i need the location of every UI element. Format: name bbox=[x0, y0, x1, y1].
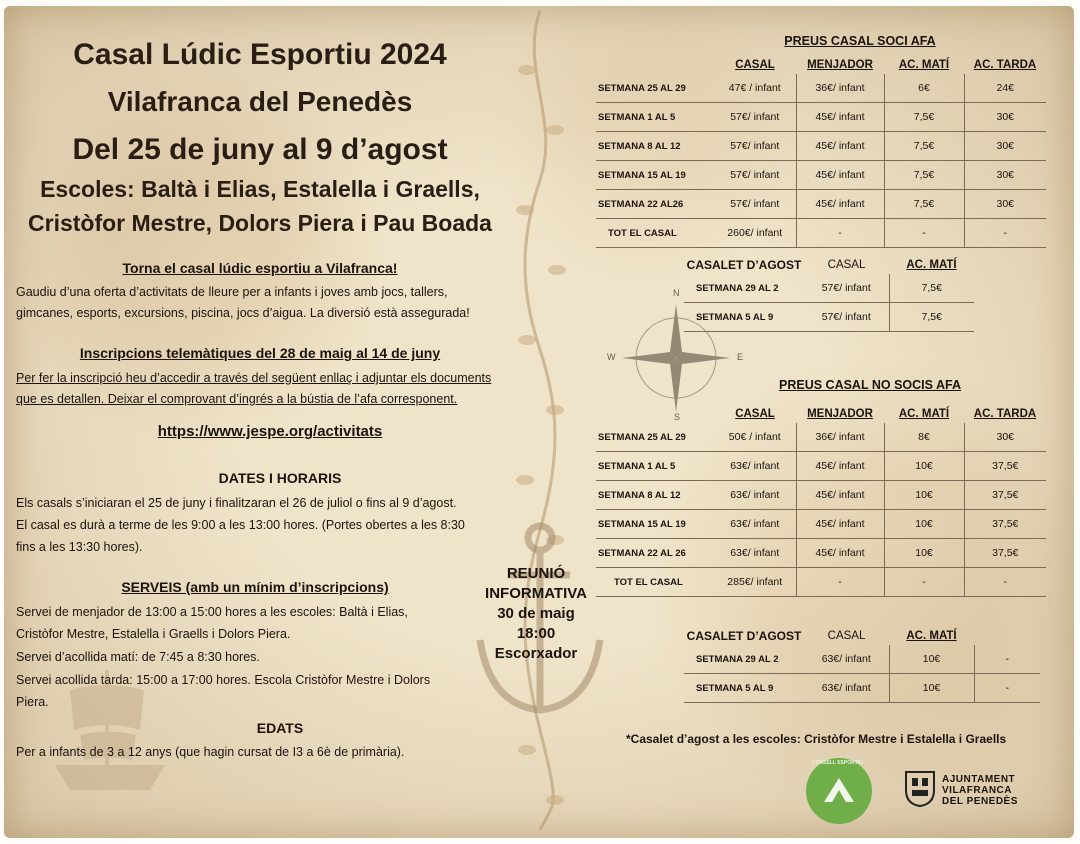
price-cell: 37,5€ bbox=[964, 510, 1046, 539]
reunio-l3: 30 de maig bbox=[497, 605, 575, 622]
table-row bbox=[684, 645, 1040, 674]
week-label: SETMANA 1 AL 5 bbox=[596, 452, 714, 481]
reunio-l4: 18:00 bbox=[516, 625, 556, 642]
price-cell: 45€/ infant bbox=[796, 452, 884, 481]
consell-esportiu-logo bbox=[806, 758, 872, 824]
price-cell: 30€ bbox=[964, 190, 1046, 219]
week-label: SETMANA 29 AL 2 bbox=[684, 645, 804, 674]
price-cell: 30€ bbox=[964, 423, 1046, 452]
price-cell: 7,5€ bbox=[889, 274, 974, 303]
col-header: MENJADOR bbox=[807, 408, 873, 420]
ajuntament-l3: DEL PENEDÈS bbox=[942, 796, 1018, 807]
price-cell: - bbox=[964, 219, 1046, 248]
price-cell: 10€ bbox=[884, 481, 964, 510]
price-cell: 63€/ infant bbox=[714, 481, 796, 510]
price-cell: 63€/ infant bbox=[714, 539, 796, 568]
price-cell: 8€ bbox=[884, 423, 964, 452]
nosoci-title: PREUS CASAL NO SOCIS AFA bbox=[779, 378, 961, 392]
intro-line-2: gimcanes, esports, excursions, piscina, jocs d’aigua. La diversió està assegurada! bbox=[16, 306, 470, 320]
nosoci-agost-table bbox=[684, 627, 1040, 703]
price-cell: 10€ bbox=[889, 645, 974, 674]
consell-logo-text: CONSELL ESPORTIU bbox=[812, 760, 863, 766]
table-row bbox=[596, 452, 1046, 481]
activitats-link[interactable]: https://www.jespe.org/activitats bbox=[157, 423, 383, 440]
price-cell: 45€/ infant bbox=[796, 161, 884, 190]
compass-e: E bbox=[737, 352, 744, 362]
soci-price-table bbox=[596, 56, 1046, 248]
price-cell: 63€/ infant bbox=[714, 452, 796, 481]
week-label: TOT EL CASAL bbox=[596, 219, 714, 248]
col-header: AC. MATÍ bbox=[898, 59, 950, 71]
week-label: TOT EL CASAL bbox=[596, 568, 714, 597]
reunio-informativa bbox=[476, 564, 596, 664]
price-cell: 7,5€ bbox=[889, 303, 974, 332]
ajuntament-l2: VILAFRANCA bbox=[942, 785, 1012, 796]
price-cell: - bbox=[884, 219, 964, 248]
table-row bbox=[596, 219, 1046, 248]
price-cell: 37,5€ bbox=[964, 539, 1046, 568]
price-cell: 7,5€ bbox=[884, 103, 964, 132]
serveis-heading: SERVEIS (amb un mínim d’inscripcions) bbox=[121, 579, 389, 595]
agost-title: CASALET D’AGOST bbox=[686, 258, 802, 272]
serveis-line-1: Servei de menjador de 13:00 a 15:00 hores a les escoles: Baltà i Elias, bbox=[16, 605, 408, 619]
week-label: SETMANA 5 AL 9 bbox=[684, 303, 804, 332]
price-cell: 57€/ infant bbox=[804, 274, 889, 303]
reunio-l2: INFORMATIVA bbox=[485, 585, 587, 602]
table-row bbox=[596, 103, 1046, 132]
schools-line-1: Escoles: Baltà i Elias, Estalella i Graells, bbox=[40, 176, 480, 202]
serveis-line-5: Piera. bbox=[16, 695, 49, 709]
serveis-line-4: Servei acollida tarda: 15:00 a 17:00 hores. Escola Cristòfor Mestre i Dolors bbox=[16, 673, 431, 687]
schools-line-2: Cristòfor Mestre, Dolors Piera i Pau Boada bbox=[28, 210, 492, 236]
reunio-l1: REUNIÓ bbox=[506, 565, 566, 582]
price-cell: 57€/ infant bbox=[714, 161, 796, 190]
week-label: SETMANA 25 AL 29 bbox=[596, 74, 714, 103]
price-cell: 10€ bbox=[884, 452, 964, 481]
price-cell: 10€ bbox=[884, 510, 964, 539]
inscripcions-heading: Inscripcions telemàtiques del 28 de maig al 14 de juny bbox=[79, 345, 441, 361]
table-row bbox=[684, 274, 974, 303]
dates-line-1: Els casals s’iniciaran el 25 de juny i finalitzaran el 26 de juliol o fins al 9 d’agost. bbox=[16, 496, 457, 510]
price-cell: - bbox=[974, 645, 1040, 674]
week-label: SETMANA 1 AL 5 bbox=[596, 103, 714, 132]
price-cell: 30€ bbox=[964, 103, 1046, 132]
price-cell: 63€/ infant bbox=[804, 645, 889, 674]
dates-title: Del 25 de juny al 9 d’agost bbox=[72, 133, 448, 166]
col-header: CASAL bbox=[735, 408, 775, 420]
table-row bbox=[596, 161, 1046, 190]
price-cell: 45€/ infant bbox=[796, 510, 884, 539]
inscripcions-line-1: Per fer la inscripció heu d’accedir a través del següent enllaç i adjuntar els documents bbox=[16, 371, 492, 385]
consell-logo-mark bbox=[806, 758, 872, 824]
price-cell: - bbox=[884, 568, 964, 597]
compass-s: S bbox=[674, 412, 681, 422]
col-header: CASAL bbox=[827, 630, 866, 642]
week-label: SETMANA 8 AL 12 bbox=[596, 481, 714, 510]
price-cell: 24€ bbox=[964, 74, 1046, 103]
col-header: MENJADOR bbox=[807, 59, 873, 71]
week-label: SETMANA 22 AL26 bbox=[596, 190, 714, 219]
dates-line-2: El casal es durà a terme de les 9:00 a les 13:00 hores. (Portes obertes a les 8:30 bbox=[16, 518, 465, 532]
soci-title: PREUS CASAL SOCI AFA bbox=[784, 34, 936, 48]
table-row bbox=[596, 132, 1046, 161]
table-row bbox=[596, 481, 1046, 510]
table-row bbox=[596, 190, 1046, 219]
price-cell: 7,5€ bbox=[884, 132, 964, 161]
price-cell: 57€/ infant bbox=[714, 132, 796, 161]
price-cell: 47€ / infant bbox=[714, 74, 796, 103]
soci-header-row bbox=[596, 56, 1046, 74]
town-title: Vilafranca del Penedès bbox=[107, 86, 413, 117]
col-header bbox=[596, 405, 714, 423]
agost-title: CASALET D’AGOST bbox=[686, 629, 802, 643]
nosoci-price-table bbox=[596, 405, 1046, 597]
footnote: *Casalet d’agost a les escoles: Cristòfor Mestre i Estalella i Graells bbox=[626, 732, 1007, 746]
price-cell: 6€ bbox=[884, 74, 964, 103]
page-title: Casal Lúdic Esportiu 2024 bbox=[73, 38, 447, 71]
dates-line-3: fins a les 13:30 hores). bbox=[16, 540, 143, 554]
compass-w: W bbox=[607, 352, 616, 362]
price-cell: 45€/ infant bbox=[796, 132, 884, 161]
price-cell: 10€ bbox=[884, 539, 964, 568]
col-header: AC. TARDA bbox=[973, 408, 1037, 420]
table-row bbox=[684, 303, 974, 332]
price-cell: 10€ bbox=[889, 674, 974, 703]
week-label: SETMANA 15 AL 19 bbox=[596, 161, 714, 190]
soci-agost-table bbox=[684, 256, 974, 332]
soci-agost-header-row bbox=[684, 256, 974, 274]
price-cell: 7,5€ bbox=[884, 190, 964, 219]
price-cell: 45€/ infant bbox=[796, 539, 884, 568]
price-cell: - bbox=[796, 568, 884, 597]
ajuntament-logo-text bbox=[942, 774, 1018, 807]
week-label: SETMANA 29 AL 2 bbox=[684, 274, 804, 303]
price-cell: 37,5€ bbox=[964, 452, 1046, 481]
price-cell: 63€/ infant bbox=[714, 510, 796, 539]
price-cell: 260€/ infant bbox=[714, 219, 796, 248]
serveis-line-2: Cristòfor Mestre, Estalella i Graells i Dolors Piera. bbox=[16, 627, 291, 641]
col-header bbox=[596, 56, 714, 74]
table-row bbox=[596, 510, 1046, 539]
week-label: SETMANA 5 AL 9 bbox=[684, 674, 804, 703]
table-row bbox=[684, 674, 1040, 703]
compass-n: N bbox=[673, 288, 680, 298]
price-cell: 45€/ infant bbox=[796, 481, 884, 510]
week-label: SETMANA 15 AL 19 bbox=[596, 510, 714, 539]
table-row bbox=[596, 423, 1046, 452]
nosoci-agost-header-row bbox=[684, 627, 1040, 645]
price-cell: 36€/ infant bbox=[796, 423, 884, 452]
price-cell: 45€/ infant bbox=[796, 103, 884, 132]
col-header: CASAL bbox=[735, 59, 775, 71]
price-cell: 30€ bbox=[964, 132, 1046, 161]
price-cell: - bbox=[796, 219, 884, 248]
col-header: AC. MATÍ bbox=[906, 630, 957, 642]
price-cell: 57€/ infant bbox=[714, 190, 796, 219]
intro-line-1: Gaudiu d’una oferta d’activitats de lleure per a infants i joves amb jocs, tallers, bbox=[16, 285, 448, 299]
week-label: SETMANA 25 AL 29 bbox=[596, 423, 714, 452]
price-cell: 7,5€ bbox=[884, 161, 964, 190]
col-header: CASAL bbox=[827, 259, 866, 271]
price-cell: 37,5€ bbox=[964, 481, 1046, 510]
price-cell: - bbox=[964, 568, 1046, 597]
inscripcions-line-2: que es detallen. Deixar el comprovant d’ingrés a la bústia de l’afa corresponent. bbox=[16, 392, 458, 406]
col-header bbox=[974, 627, 1040, 645]
table-row bbox=[596, 74, 1046, 103]
intro-heading: Torna el casal lúdic esportiu a Vilafranca! bbox=[122, 260, 398, 276]
serveis-line-3: Servei d’acollida matí: de 7:45 a 8:30 hores. bbox=[16, 650, 260, 664]
nosoci-header-row bbox=[596, 405, 1046, 423]
price-cell: 36€/ infant bbox=[796, 74, 884, 103]
dates-heading: DATES I HORARIS bbox=[218, 470, 342, 486]
ajuntament-l1: AJUNTAMENT bbox=[942, 774, 1016, 785]
col-header: AC. TARDA bbox=[973, 59, 1037, 71]
table-row bbox=[596, 568, 1046, 597]
reunio-l5: Escorxador bbox=[494, 645, 578, 662]
table-row bbox=[596, 539, 1046, 568]
col-header: AC. MATÍ bbox=[898, 408, 950, 420]
price-cell: 285€/ infant bbox=[714, 568, 796, 597]
price-cell: 30€ bbox=[964, 161, 1046, 190]
col-header: AC. MATÍ bbox=[906, 259, 957, 271]
price-cell: 57€/ infant bbox=[714, 103, 796, 132]
week-label: SETMANA 8 AL 12 bbox=[596, 132, 714, 161]
edats-line-1: Per a infants de 3 a 12 anys (que hagin cursat de I3 a 6è de primària). bbox=[16, 745, 405, 759]
price-cell: 45€/ infant bbox=[796, 190, 884, 219]
price-cell: - bbox=[974, 674, 1040, 703]
price-cell: 50€ / infant bbox=[714, 423, 796, 452]
edats-heading: EDATS bbox=[256, 720, 304, 736]
price-cell: 63€/ infant bbox=[804, 674, 889, 703]
week-label: SETMANA 22 AL 26 bbox=[596, 539, 714, 568]
price-cell: 57€/ infant bbox=[804, 303, 889, 332]
ajuntament-shield-icon bbox=[902, 768, 938, 808]
